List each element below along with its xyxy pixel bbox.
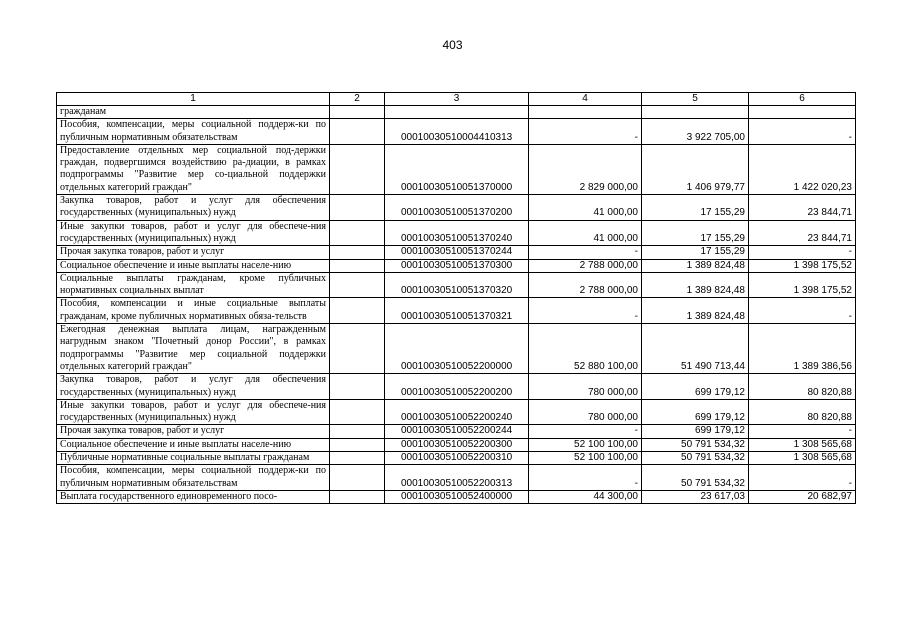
table-row <box>57 272 856 298</box>
row-unexecuted-value-cell: - <box>749 425 856 438</box>
row-unexecuted-value-cell: 23 844,71 <box>749 195 856 221</box>
row-name-cell: Пособия, компенсации, меры социальной поддерж-ки по публичным нормативным обязательствам <box>57 465 330 491</box>
row-name-cell: Пособия, компенсации, меры социальной поддерж-ки по публичным нормативным обязательствам <box>57 119 330 145</box>
row-code-cell: 00010030510051370240 <box>385 220 529 246</box>
row-name-cell: Выплата государственного единовременного посо- <box>57 490 330 503</box>
row-executed-value-cell: 1 389 824,48 <box>642 272 749 298</box>
row-name-cell: Публичные нормативные социальные выплаты гражданам <box>57 452 330 465</box>
row-plan-value-cell: 44 300,00 <box>529 490 642 503</box>
row-col2-cell <box>330 324 385 374</box>
row-col2-cell <box>330 246 385 259</box>
row-col2-cell <box>330 220 385 246</box>
row-executed-value-cell: 51 490 713,44 <box>642 324 749 374</box>
table-row <box>57 374 856 400</box>
table-row <box>57 144 856 194</box>
column-header-4: 4 <box>529 93 642 106</box>
row-plan-value-cell <box>529 106 642 119</box>
row-executed-value-cell: 1 389 824,48 <box>642 259 749 272</box>
row-plan-value-cell: - <box>529 425 642 438</box>
row-executed-value-cell: 1 406 979,77 <box>642 144 749 194</box>
row-unexecuted-value-cell: - <box>749 465 856 491</box>
row-col2-cell <box>330 425 385 438</box>
row-unexecuted-value-cell <box>749 106 856 119</box>
row-name-cell: Закупка товаров, работ и услуг для обеспечения государственных (муниципальных) нужд <box>57 374 330 400</box>
table-row <box>57 246 856 259</box>
row-col2-cell <box>330 452 385 465</box>
column-header-3: 3 <box>385 93 529 106</box>
row-col2-cell <box>330 399 385 425</box>
table-row <box>57 106 856 119</box>
row-plan-value-cell: 41 000,00 <box>529 195 642 221</box>
row-executed-value-cell: 17 155,29 <box>642 195 749 221</box>
row-executed-value-cell: 3 922 705,00 <box>642 119 749 145</box>
row-executed-value-cell <box>642 106 749 119</box>
row-plan-value-cell: 780 000,00 <box>529 374 642 400</box>
table-header-row <box>57 93 856 106</box>
row-code-cell: 00010030510051370320 <box>385 272 529 298</box>
row-name-cell: гражданам <box>57 106 330 119</box>
row-executed-value-cell: 1 389 824,48 <box>642 298 749 324</box>
column-header-6: 6 <box>749 93 856 106</box>
table-row <box>57 220 856 246</box>
table-row <box>57 399 856 425</box>
table-row <box>57 259 856 272</box>
row-plan-value-cell: 780 000,00 <box>529 399 642 425</box>
row-plan-value-cell: - <box>529 119 642 145</box>
row-plan-value-cell: 41 000,00 <box>529 220 642 246</box>
row-name-cell: Ежегодная денежная выплата лицам, награжденным нагрудным знаком "Почетный донор России", в рамках подпрограммы "Развитие мер социальной поддержки отдельных категорий граждан" <box>57 324 330 374</box>
row-unexecuted-value-cell: 1 398 175,52 <box>749 259 856 272</box>
row-plan-value-cell: 2 788 000,00 <box>529 259 642 272</box>
row-executed-value-cell: 50 791 534,32 <box>642 452 749 465</box>
column-header-2: 2 <box>330 93 385 106</box>
row-code-cell: 00010030510004410313 <box>385 119 529 145</box>
row-code-cell: 00010030510052400000 <box>385 490 529 503</box>
row-plan-value-cell: - <box>529 298 642 324</box>
row-executed-value-cell: 23 617,03 <box>642 490 749 503</box>
page-number: 403 <box>442 38 463 52</box>
table-row <box>57 465 856 491</box>
row-name-cell: Иные закупки товаров, работ и услуг для обеспече-ния государственных (муниципальных) нужд <box>57 220 330 246</box>
row-name-cell: Социальные выплаты гражданам, кроме публичных нормативных социальных выплат <box>57 272 330 298</box>
budget-table <box>56 92 856 504</box>
table-row <box>57 298 856 324</box>
row-code-cell: 00010030510051370000 <box>385 144 529 194</box>
row-unexecuted-value-cell: - <box>749 119 856 145</box>
row-executed-value-cell: 699 179,12 <box>642 425 749 438</box>
row-code-cell: 00010030510052200240 <box>385 399 529 425</box>
row-name-cell: Социальное обеспечение и иные выплаты населе-нию <box>57 259 330 272</box>
row-code-cell: 00010030510051370300 <box>385 259 529 272</box>
row-col2-cell <box>330 144 385 194</box>
row-executed-value-cell: 50 791 534,32 <box>642 438 749 451</box>
table-row <box>57 425 856 438</box>
row-col2-cell <box>330 106 385 119</box>
row-col2-cell <box>330 259 385 272</box>
row-executed-value-cell: 699 179,12 <box>642 374 749 400</box>
row-code-cell: 00010030510051370321 <box>385 298 529 324</box>
row-unexecuted-value-cell: - <box>749 298 856 324</box>
row-code-cell: 00010030510051370244 <box>385 246 529 259</box>
row-name-cell: Иные закупки товаров, работ и услуг для обеспече-ния государственных (муниципальных) нужд <box>57 399 330 425</box>
row-executed-value-cell: 17 155,29 <box>642 220 749 246</box>
table-row <box>57 119 856 145</box>
row-name-cell: Прочая закупка товаров, работ и услуг <box>57 425 330 438</box>
row-plan-value-cell: - <box>529 246 642 259</box>
row-col2-cell <box>330 195 385 221</box>
row-code-cell: 00010030510052200300 <box>385 438 529 451</box>
row-col2-cell <box>330 298 385 324</box>
row-unexecuted-value-cell: 23 844,71 <box>749 220 856 246</box>
row-name-cell: Прочая закупка товаров, работ и услуг <box>57 246 330 259</box>
row-unexecuted-value-cell: - <box>749 246 856 259</box>
row-unexecuted-value-cell: 20 682,97 <box>749 490 856 503</box>
row-plan-value-cell: 2 829 000,00 <box>529 144 642 194</box>
row-code-cell: 00010030510052200200 <box>385 374 529 400</box>
row-plan-value-cell: 52 880 100,00 <box>529 324 642 374</box>
row-unexecuted-value-cell: 1 389 386,56 <box>749 324 856 374</box>
row-unexecuted-value-cell: 80 820,88 <box>749 399 856 425</box>
row-col2-cell <box>330 465 385 491</box>
row-unexecuted-value-cell: 80 820,88 <box>749 374 856 400</box>
row-unexecuted-value-cell: 1 398 175,52 <box>749 272 856 298</box>
table-row <box>57 490 856 503</box>
row-col2-cell <box>330 374 385 400</box>
row-plan-value-cell: 52 100 100,00 <box>529 452 642 465</box>
table-row <box>57 452 856 465</box>
row-code-cell: 00010030510052200310 <box>385 452 529 465</box>
row-plan-value-cell: 52 100 100,00 <box>529 438 642 451</box>
row-plan-value-cell: 2 788 000,00 <box>529 272 642 298</box>
row-col2-cell <box>330 438 385 451</box>
table-row <box>57 195 856 221</box>
row-executed-value-cell: 17 155,29 <box>642 246 749 259</box>
row-unexecuted-value-cell: 1 308 565,68 <box>749 452 856 465</box>
row-name-cell: Социальное обеспечение и иные выплаты населе-нию <box>57 438 330 451</box>
row-code-cell: 00010030510051370200 <box>385 195 529 221</box>
row-executed-value-cell: 50 791 534,32 <box>642 465 749 491</box>
row-name-cell: Закупка товаров, работ и услуг для обеспечения государственных (муниципальных) нужд <box>57 195 330 221</box>
row-name-cell: Пособия, компенсации и иные социальные выплаты гражданам, кроме публичных нормативных обяза-тельств <box>57 298 330 324</box>
column-header-5: 5 <box>642 93 749 106</box>
row-col2-cell <box>330 490 385 503</box>
row-unexecuted-value-cell: 1 422 020,23 <box>749 144 856 194</box>
table-row <box>57 324 856 374</box>
row-name-cell: Предоставление отдельных мер социальной под-держки граждан, подвергшимся воздействию ра-диации, в рамках подпрограммы "Развитие мер со-циальной поддержки отдельных категорий граждан" <box>57 144 330 194</box>
row-unexecuted-value-cell: 1 308 565,68 <box>749 438 856 451</box>
table-row <box>57 438 856 451</box>
row-code-cell <box>385 106 529 119</box>
row-code-cell: 00010030510052200244 <box>385 425 529 438</box>
row-executed-value-cell: 699 179,12 <box>642 399 749 425</box>
row-plan-value-cell: - <box>529 465 642 491</box>
row-col2-cell <box>330 119 385 145</box>
row-code-cell: 00010030510052200313 <box>385 465 529 491</box>
row-code-cell: 00010030510052200000 <box>385 324 529 374</box>
column-header-1: 1 <box>57 93 330 106</box>
row-col2-cell <box>330 272 385 298</box>
